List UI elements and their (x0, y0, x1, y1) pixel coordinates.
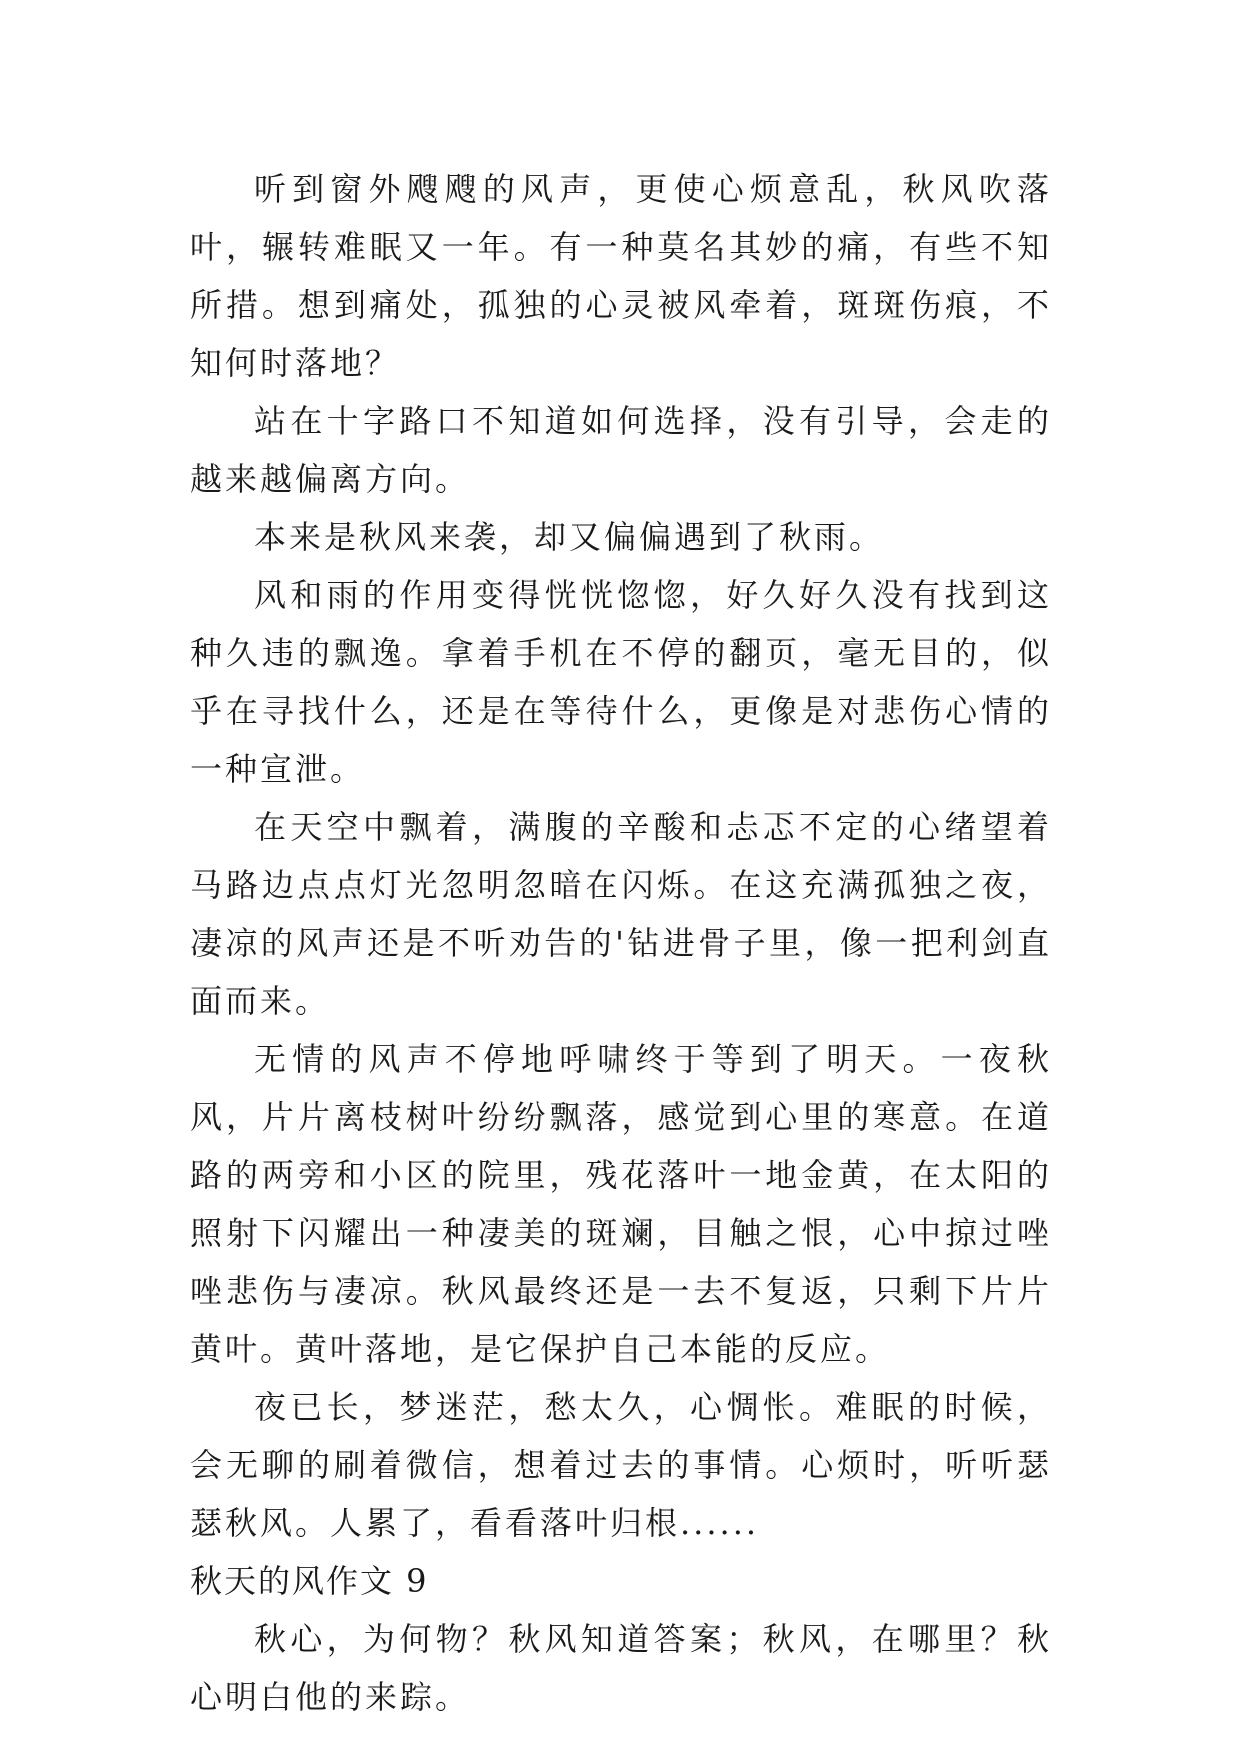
paragraph: 无情的风声不停地呼啸终于等到了明天。一夜秋风，片片离枝树叶纷纷飘落，感觉到心里的寒意。在道路的两旁和小区的院里，残花落叶一地金黄，在太阳的照射下闪耀出一种凄美的斑斓，目触之恨，心中掠过唑唑悲伤与凄凉。秋风最终还是一去不复返，只剩下片片黄叶。黄叶落地，是它保护自己本能的反应。 (190, 1040, 1052, 1368)
paragraph: 本来是秋风来袭，却又偏偏遇到了秋雨。 (254, 518, 885, 556)
paragraph: 夜已长，梦迷茫，愁太久，心惆怅。难眠的时候，会无聊的刷着微信，想着过去的事情。心烦时，听听瑟瑟秋风。人累了，看看落叶归根...... (190, 1388, 1052, 1542)
paragraph: 秋心，为何物？秋风知道答案；秋风，在哪里？秋心明白他的来踪。 (190, 1620, 1052, 1716)
paragraph: 站在十字路口不知道如何选择，没有引导，会走的越来越偏离方向。 (190, 402, 1052, 498)
document-body (190, 160, 1052, 1726)
paragraph: 风和雨的作用变得恍恍惚惚，好久好久没有找到这种久违的飘逸。拿着手机在不停的翻页，毫无目的，似乎在寻找什么，还是在等待什么，更像是对悲伤心情的一种宣泄。 (190, 576, 1052, 788)
paragraph: 听到窗外飕飕的风声，更使心烦意乱，秋风吹落叶，辗转难眠又一年。有一种莫名其妙的痛，有些不知所措。想到痛处，孤独的心灵被风牵着，斑斑伤痕，不知何时落地？ (190, 170, 1052, 382)
essay-heading: 秋天的风作文 9 (190, 1562, 429, 1600)
paragraph: 在天空中飘着，满腹的辛酸和忐忑不定的心绪望着马路边点点灯光忽明忽暗在闪烁。在这充满孤独之夜，凄凉的风声还是不听劝告的'钻进骨子里，像一把利剑直面而来。 (190, 808, 1052, 1020)
